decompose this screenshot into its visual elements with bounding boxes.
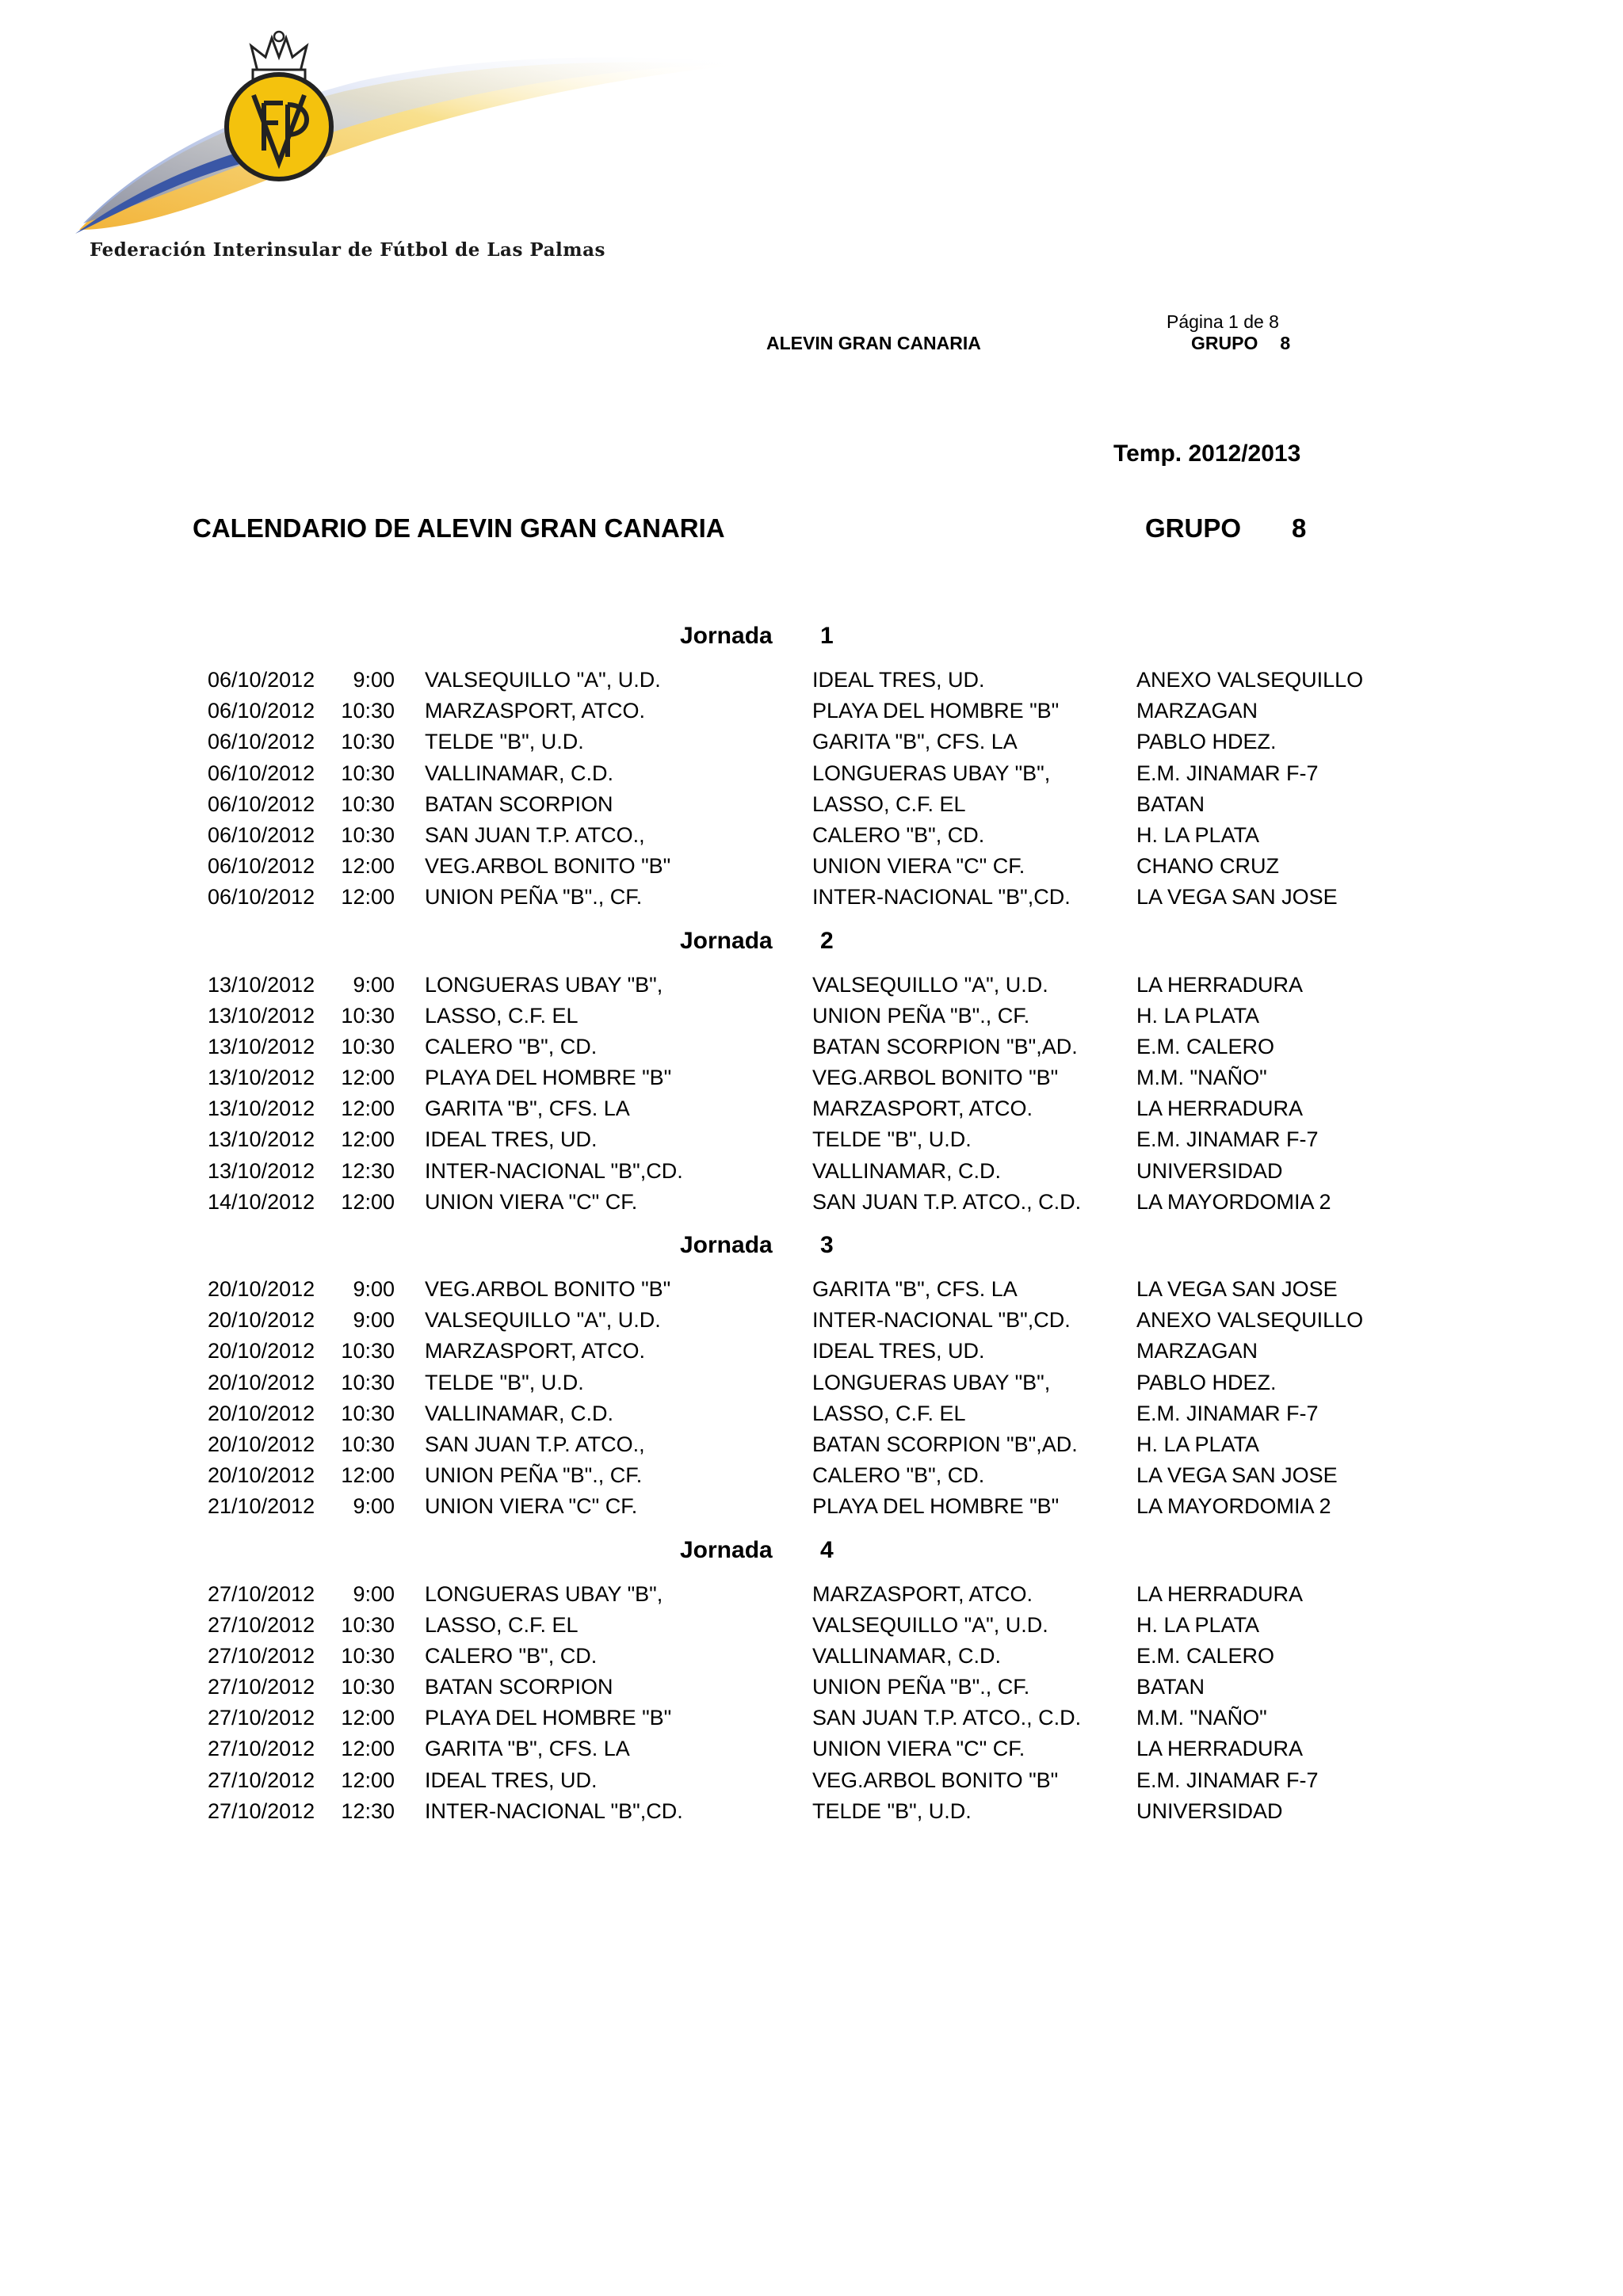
match-row	[0, 1159, 1623, 1190]
away-team: BATAN SCORPION "B",AD.	[812, 1432, 1078, 1456]
home-team: IDEAL TRES, UD.	[425, 1127, 598, 1152]
match-row	[0, 973, 1623, 1004]
match-row	[0, 1737, 1623, 1768]
match-date: 27/10/2012	[208, 1643, 315, 1668]
match-row	[0, 854, 1623, 885]
match-row	[0, 1675, 1623, 1706]
spacer	[0, 1526, 1623, 1532]
home-team: INTER-NACIONAL "B",CD.	[425, 1158, 683, 1183]
match-row	[0, 761, 1623, 792]
match-row	[0, 1432, 1623, 1463]
match-date: 13/10/2012	[208, 1097, 315, 1121]
match-time: 10:30	[341, 1432, 395, 1456]
venue: LA VEGA SAN JOSE	[1136, 1463, 1338, 1488]
schedule	[0, 618, 1623, 1836]
match-time: 10:30	[341, 1643, 395, 1668]
away-team: UNION VIERA "C" CF.	[812, 1737, 1025, 1761]
away-team: GARITA "B", CFS. LA	[812, 1277, 1018, 1301]
away-team: VEG.ARBOL BONITO "B"	[812, 1768, 1059, 1792]
match-time: 10:30	[341, 1370, 395, 1394]
away-team: CALERO "B", CD.	[812, 1463, 985, 1488]
header-group-number: 8	[1280, 333, 1291, 353]
away-team: LONGUERAS UBAY "B",	[812, 1370, 1051, 1394]
away-team: SAN JUAN T.P. ATCO., C.D.	[812, 1706, 1082, 1730]
match-row	[0, 1799, 1623, 1830]
away-team: VALSEQUILLO "A", U.D.	[812, 1612, 1048, 1637]
away-team: VEG.ARBOL BONITO "B"	[812, 1066, 1059, 1090]
home-team: VALSEQUILLO "A", U.D.	[425, 1308, 661, 1333]
match-date: 20/10/2012	[208, 1432, 315, 1456]
header-group-label: GRUPO	[1191, 333, 1258, 353]
match-date: 27/10/2012	[208, 1798, 315, 1823]
match-row	[0, 1097, 1623, 1127]
venue: PABLO HDEZ.	[1136, 730, 1277, 754]
match-time: 10:30	[341, 1675, 395, 1699]
jornada-heading	[0, 1532, 1623, 1582]
match-date: 06/10/2012	[208, 885, 315, 910]
away-team: CALERO "B", CD.	[812, 822, 985, 847]
match-date: 27/10/2012	[208, 1612, 315, 1637]
away-team: TELDE "B", U.D.	[812, 1798, 972, 1823]
match-time: 10:30	[341, 1339, 395, 1363]
match-time: 12:30	[341, 1798, 395, 1823]
match-row	[0, 1066, 1623, 1097]
jornada-heading	[0, 923, 1623, 973]
away-team: TELDE "B", U.D.	[812, 1127, 972, 1152]
home-team: LASSO, C.F. EL	[425, 1612, 579, 1637]
venue: PABLO HDEZ.	[1136, 1370, 1277, 1394]
match-time: 10:30	[341, 699, 395, 723]
venue: H. LA PLATA	[1136, 1612, 1260, 1637]
match-row	[0, 1768, 1623, 1799]
venue: UNIVERSIDAD	[1136, 1798, 1283, 1823]
home-team: UNION PEÑA "B"., CF.	[425, 885, 643, 910]
jornada-label: Jornada	[680, 623, 773, 649]
match-date: 27/10/2012	[208, 1737, 315, 1761]
spacer	[0, 1221, 1623, 1227]
match-row	[0, 1004, 1623, 1035]
home-team: LONGUERAS UBAY "B",	[425, 1581, 663, 1606]
away-team: UNION VIERA "C" CF.	[812, 854, 1025, 879]
match-date: 27/10/2012	[208, 1581, 315, 1606]
match-row	[0, 1582, 1623, 1613]
match-time: 10:30	[341, 791, 395, 816]
home-team: MARZASPORT, ATCO.	[425, 1339, 646, 1363]
header-group	[1191, 333, 1290, 354]
match-row	[0, 1190, 1623, 1221]
jornada-heading	[0, 1227, 1623, 1277]
page-title: CALENDARIO DE ALEVIN GRAN CANARIA	[193, 513, 725, 543]
match-row	[0, 1339, 1623, 1370]
away-team: MARZASPORT, ATCO.	[812, 1097, 1033, 1121]
home-team: SAN JUAN T.P. ATCO.,	[425, 822, 645, 847]
match-row	[0, 1706, 1623, 1737]
match-row	[0, 1035, 1623, 1066]
venue: E.M. JINAMAR F-7	[1136, 1127, 1319, 1152]
match-row	[0, 1402, 1623, 1432]
venue: LA HERRADURA	[1136, 1581, 1304, 1606]
home-team: BATAN SCORPION	[425, 1675, 613, 1699]
match-row	[0, 1308, 1623, 1339]
match-time: 12:30	[341, 1158, 395, 1183]
venue: H. LA PLATA	[1136, 1432, 1260, 1456]
away-team: MARZASPORT, ATCO.	[812, 1581, 1033, 1606]
match-date: 27/10/2012	[208, 1706, 315, 1730]
spacer	[0, 1830, 1623, 1836]
home-team: VALLINAMAR, C.D.	[425, 761, 614, 785]
match-time: 9:00	[353, 668, 395, 692]
venue: H. LA PLATA	[1136, 1003, 1260, 1028]
match-time: 12:00	[341, 1463, 395, 1488]
venue: M.M. "NAÑO"	[1136, 1706, 1267, 1730]
match-row	[0, 699, 1623, 730]
match-time: 10:30	[341, 761, 395, 785]
match-date: 13/10/2012	[208, 1066, 315, 1090]
match-row	[0, 1127, 1623, 1158]
away-team: VALLINAMAR, C.D.	[812, 1158, 1002, 1183]
match-row	[0, 885, 1623, 916]
match-row	[0, 823, 1623, 854]
away-team: INTER-NACIONAL "B",CD.	[812, 1308, 1071, 1333]
match-date: 20/10/2012	[208, 1463, 315, 1488]
match-row	[0, 1277, 1623, 1308]
match-date: 14/10/2012	[208, 1189, 315, 1214]
home-team: TELDE "B", U.D.	[425, 730, 584, 754]
match-time: 9:00	[353, 972, 395, 997]
away-team: PLAYA DEL HOMBRE "B"	[812, 1494, 1060, 1519]
match-time: 12:00	[341, 1737, 395, 1761]
match-time: 10:30	[341, 1401, 395, 1425]
jornada-number: 4	[820, 1536, 834, 1563]
match-date: 06/10/2012	[208, 822, 315, 847]
away-team: UNION PEÑA "B"., CF.	[812, 1675, 1030, 1699]
venue: BATAN	[1136, 791, 1205, 816]
away-team: IDEAL TRES, UD.	[812, 668, 985, 692]
match-date: 13/10/2012	[208, 1034, 315, 1058]
home-team: VEG.ARBOL BONITO "B"	[425, 854, 671, 879]
away-team: BATAN SCORPION "B",AD.	[812, 1034, 1078, 1058]
match-row	[0, 1613, 1623, 1644]
match-date: 20/10/2012	[208, 1277, 315, 1301]
match-time: 12:00	[341, 1189, 395, 1214]
away-team: VALLINAMAR, C.D.	[812, 1643, 1002, 1668]
away-team: LASSO, C.F. EL	[812, 1401, 966, 1425]
home-team: GARITA "B", CFS. LA	[425, 1097, 630, 1121]
away-team: LASSO, C.F. EL	[812, 791, 966, 816]
jornada-label: Jornada	[680, 1232, 773, 1258]
season: Temp. 2012/2013	[1113, 441, 1301, 467]
home-team: LONGUERAS UBAY "B",	[425, 972, 663, 997]
away-team: UNION PEÑA "B"., CF.	[812, 1003, 1030, 1028]
venue: UNIVERSIDAD	[1136, 1158, 1283, 1183]
group-label: GRUPO	[1145, 513, 1242, 543]
home-team: UNION PEÑA "B"., CF.	[425, 1463, 643, 1488]
match-time: 12:00	[341, 1127, 395, 1152]
match-date: 20/10/2012	[208, 1339, 315, 1363]
venue: LA HERRADURA	[1136, 972, 1304, 997]
home-team: CALERO "B", CD.	[425, 1643, 598, 1668]
match-date: 13/10/2012	[208, 1158, 315, 1183]
home-team: MARZASPORT, ATCO.	[425, 699, 646, 723]
venue: LA MAYORDOMIA 2	[1136, 1189, 1331, 1214]
match-row	[0, 1494, 1623, 1525]
match-date: 06/10/2012	[208, 699, 315, 723]
jornada-number: 1	[820, 623, 834, 649]
match-date: 06/10/2012	[208, 791, 315, 816]
match-row	[0, 1371, 1623, 1402]
home-team: PLAYA DEL HOMBRE "B"	[425, 1066, 672, 1090]
match-date: 20/10/2012	[208, 1401, 315, 1425]
match-row	[0, 1644, 1623, 1675]
venue: LA VEGA SAN JOSE	[1136, 885, 1338, 910]
match-date: 13/10/2012	[208, 1003, 315, 1028]
match-date: 06/10/2012	[208, 854, 315, 879]
match-date: 20/10/2012	[208, 1308, 315, 1333]
jornada-heading	[0, 618, 1623, 668]
venue: ANEXO VALSEQUILLO	[1136, 668, 1364, 692]
venue: H. LA PLATA	[1136, 822, 1260, 847]
venue: E.M. CALERO	[1136, 1643, 1275, 1668]
home-team: VALSEQUILLO "A", U.D.	[425, 668, 661, 692]
venue: LA HERRADURA	[1136, 1737, 1304, 1761]
match-date: 06/10/2012	[208, 668, 315, 692]
away-team: GARITA "B", CFS. LA	[812, 730, 1018, 754]
venue: ANEXO VALSEQUILLO	[1136, 1308, 1364, 1333]
federation-logo	[75, 16, 765, 277]
spacer	[0, 917, 1623, 923]
match-time: 10:30	[341, 822, 395, 847]
away-team: VALSEQUILLO "A", U.D.	[812, 972, 1048, 997]
home-team: TELDE "B", U.D.	[425, 1370, 584, 1394]
venue: BATAN	[1136, 1675, 1205, 1699]
match-time: 9:00	[353, 1581, 395, 1606]
match-time: 9:00	[353, 1277, 395, 1301]
match-time: 12:00	[341, 885, 395, 910]
match-date: 06/10/2012	[208, 761, 315, 785]
home-team: GARITA "B", CFS. LA	[425, 1737, 630, 1761]
venue: MARZAGAN	[1136, 1339, 1258, 1363]
match-date: 13/10/2012	[208, 1127, 315, 1152]
jornada-number: 3	[820, 1232, 834, 1258]
away-team: PLAYA DEL HOMBRE "B"	[812, 699, 1060, 723]
away-team: INTER-NACIONAL "B",CD.	[812, 885, 1071, 910]
jornada-label: Jornada	[680, 927, 773, 954]
home-team: PLAYA DEL HOMBRE "B"	[425, 1706, 672, 1730]
home-team: UNION VIERA "C" CF.	[425, 1494, 638, 1519]
match-row	[0, 792, 1623, 823]
match-row	[0, 1463, 1623, 1494]
jornada-number: 2	[820, 927, 834, 954]
match-time: 12:00	[341, 1097, 395, 1121]
venue: MARZAGAN	[1136, 699, 1258, 723]
home-team: INTER-NACIONAL "B",CD.	[425, 1798, 683, 1823]
match-time: 10:30	[341, 1003, 395, 1028]
match-time: 12:00	[341, 854, 395, 879]
home-team: IDEAL TRES, UD.	[425, 1768, 598, 1792]
venue: M.M. "NAÑO"	[1136, 1066, 1267, 1090]
venue: E.M. JINAMAR F-7	[1136, 761, 1319, 785]
home-team: BATAN SCORPION	[425, 791, 613, 816]
jornada-label: Jornada	[680, 1536, 773, 1563]
match-time: 9:00	[353, 1308, 395, 1333]
home-team: SAN JUAN T.P. ATCO.,	[425, 1432, 645, 1456]
home-team: UNION VIERA "C" CF.	[425, 1189, 638, 1214]
home-team: CALERO "B", CD.	[425, 1034, 598, 1058]
match-date: 27/10/2012	[208, 1768, 315, 1792]
match-time: 10:30	[341, 1034, 395, 1058]
home-team: VALLINAMAR, C.D.	[425, 1401, 614, 1425]
away-team: SAN JUAN T.P. ATCO., C.D.	[812, 1189, 1082, 1214]
match-date: 21/10/2012	[208, 1494, 315, 1519]
match-time: 10:30	[341, 730, 395, 754]
match-time: 12:00	[341, 1706, 395, 1730]
away-team: LONGUERAS UBAY "B",	[812, 761, 1051, 785]
federation-name: Federación Interinsular de Fútbol de Las Palmas	[90, 239, 605, 261]
group-number: 8	[1292, 513, 1307, 543]
match-date: 13/10/2012	[208, 972, 315, 997]
away-team: IDEAL TRES, UD.	[812, 1339, 985, 1363]
match-row	[0, 730, 1623, 761]
venue: CHANO CRUZ	[1136, 854, 1279, 879]
match-time: 12:00	[341, 1768, 395, 1792]
header-competition: ALEVIN GRAN CANARIA	[766, 333, 981, 353]
venue: E.M. JINAMAR F-7	[1136, 1768, 1319, 1792]
match-date: 27/10/2012	[208, 1675, 315, 1699]
venue: LA VEGA SAN JOSE	[1136, 1277, 1338, 1301]
venue: E.M. CALERO	[1136, 1034, 1275, 1058]
match-time: 9:00	[353, 1494, 395, 1519]
match-time: 12:00	[341, 1066, 395, 1090]
venue: E.M. JINAMAR F-7	[1136, 1401, 1319, 1425]
home-team: VEG.ARBOL BONITO "B"	[425, 1277, 671, 1301]
page-info: Página 1 de 8	[1167, 311, 1279, 332]
match-date: 20/10/2012	[208, 1370, 315, 1394]
match-time: 10:30	[341, 1612, 395, 1637]
venue: LA MAYORDOMIA 2	[1136, 1494, 1331, 1519]
venue: LA HERRADURA	[1136, 1097, 1304, 1121]
home-team: LASSO, C.F. EL	[425, 1003, 579, 1028]
match-row	[0, 668, 1623, 699]
match-date: 06/10/2012	[208, 730, 315, 754]
